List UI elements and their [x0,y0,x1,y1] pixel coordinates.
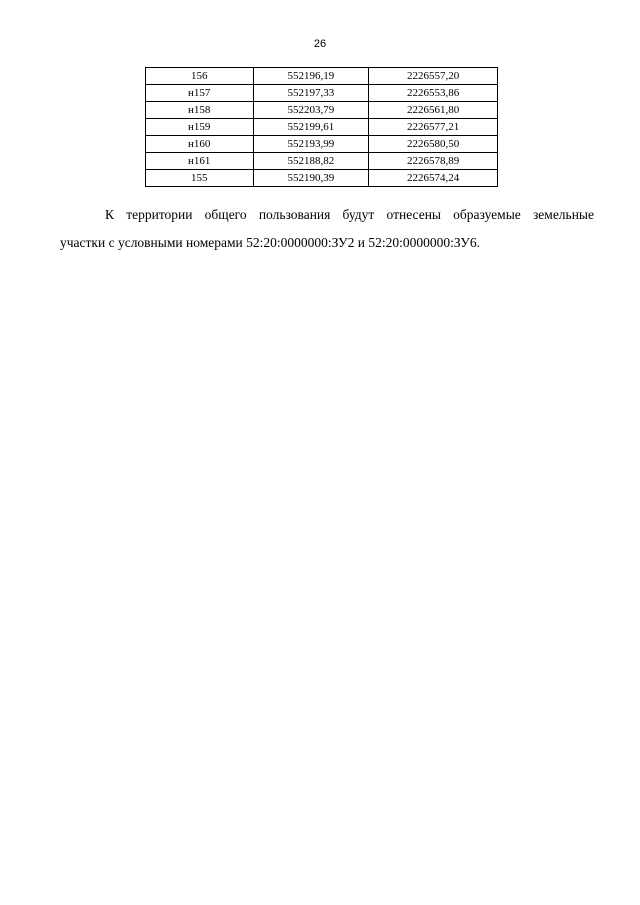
point-number-cell: н160 [146,136,254,153]
y-coordinate-cell: 2226578,89 [369,153,498,170]
y-coordinate-cell: 2226557,20 [369,68,498,85]
x-coordinate-cell: 552203,79 [253,102,369,119]
x-coordinate-cell: 552199,61 [253,119,369,136]
coordinates-table [145,67,498,187]
point-number-cell: 155 [146,170,254,187]
table-row [146,153,498,170]
table-row [146,85,498,102]
table-row [146,68,498,85]
y-coordinate-cell: 2226577,21 [369,119,498,136]
table-row [146,170,498,187]
y-coordinate-cell: 2226553,86 [369,85,498,102]
paragraph-line: К территории общего пользования будут отнесены образуемые земельные [105,207,594,222]
point-number-cell: н157 [146,85,254,102]
table-row [146,119,498,136]
y-coordinate-cell: 2226561,80 [369,102,498,119]
y-coordinate-cell: 2226580,50 [369,136,498,153]
point-number-cell: 156 [146,68,254,85]
x-coordinate-cell: 552190,39 [253,170,369,187]
table-row [146,136,498,153]
table-row [146,102,498,119]
body-paragraph [60,201,594,257]
point-number-cell: н161 [146,153,254,170]
x-coordinate-cell: 552188,82 [253,153,369,170]
y-coordinate-cell: 2226574,24 [369,170,498,187]
x-coordinate-cell: 552193,99 [253,136,369,153]
paragraph-line: участки с условными номерами 52:20:0000000:ЗУ2 и 52:20:0000000:ЗУ6. [60,235,480,250]
x-coordinate-cell: 552196,19 [253,68,369,85]
page-number: 26 [313,38,327,50]
point-number-cell: н158 [146,102,254,119]
point-number-cell: н159 [146,119,254,136]
x-coordinate-cell: 552197,33 [253,85,369,102]
